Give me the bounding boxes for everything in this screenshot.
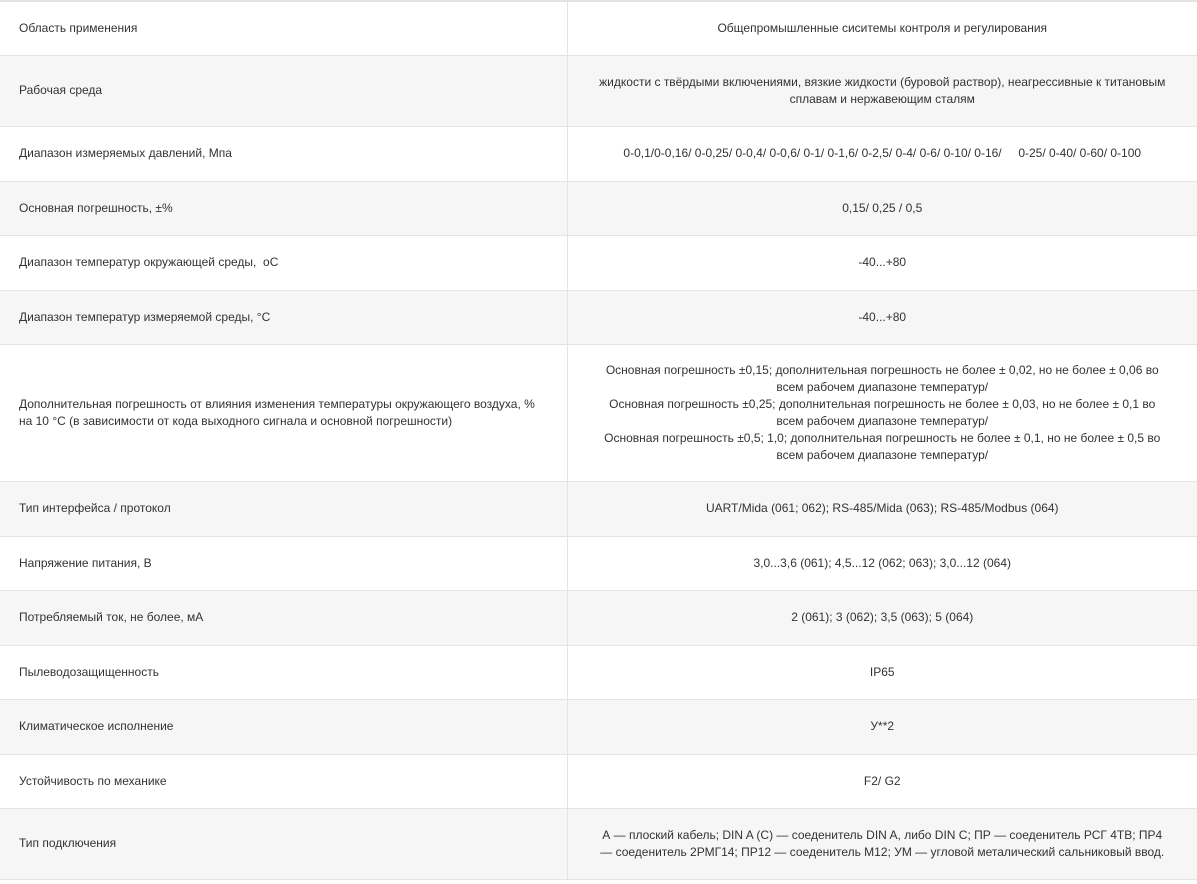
spec-name: Устойчивость по механике (0, 754, 567, 808)
spec-value (567, 235, 1197, 290)
spec-row-application (0, 1, 1197, 55)
spec-value-line: Общепромышленные сиситемы контроля и регулирования (717, 20, 1048, 35)
spec-value-line: 3,0...3,6 (061); 4,5...12 (062; 063); 3,0...12 (064) (753, 555, 1011, 570)
spec-value-line: Основная погрешность ±0,15; дополнительная погрешность не более ± 0,02, но не более ± 0,06 во всем рабочем диапазоне температур/ (605, 362, 1159, 394)
spec-row-pressure-range (0, 126, 1197, 181)
spec-value (567, 808, 1197, 879)
spec-row-mechanical-resistance (0, 754, 1197, 808)
spec-name: Рабочая среда (0, 55, 567, 126)
spec-row-climatic-version (0, 699, 1197, 754)
spec-value (567, 481, 1197, 536)
spec-name: Пылеводозащищенность (0, 645, 567, 699)
spec-value (567, 181, 1197, 235)
spec-value (567, 699, 1197, 754)
spec-name: Основная погрешность, ±% (0, 181, 567, 235)
spec-value (567, 645, 1197, 699)
spec-name: Климатическое исполнение (0, 699, 567, 754)
spec-name: Диапазон измеряемых давлений, Мпа (0, 126, 567, 181)
spec-name: Тип интерфейса / протокол (0, 481, 567, 536)
specifications-body (0, 1, 1197, 879)
spec-value (567, 344, 1197, 481)
spec-row-supply-voltage (0, 536, 1197, 590)
spec-name: Диапазон температур измеряемой среды, °С (0, 290, 567, 344)
spec-value-line: -40...+80 (858, 255, 907, 269)
spec-row-medium-temperature (0, 290, 1197, 344)
spec-row-working-medium (0, 55, 1197, 126)
spec-value-line: 2 (061); 3 (062); 3,5 (063); 5 (064) (791, 610, 974, 624)
spec-row-interface (0, 481, 1197, 536)
spec-value (567, 126, 1197, 181)
spec-name: Область применения (0, 1, 567, 55)
spec-value (567, 590, 1197, 645)
spec-value (567, 1, 1197, 55)
spec-row-ambient-temperature (0, 235, 1197, 290)
spec-value-line: 0,15/ 0,25 / 0,5 (842, 200, 923, 215)
spec-name: Диапазон температур окружающей среды, оС (0, 235, 567, 290)
spec-value-line: UART/Mida (061; 062); RS-485/Mida (063); RS-485/Modbus (064) (705, 501, 1059, 515)
spec-row-ingress-protection (0, 645, 1197, 699)
spec-value-line: У**2 (870, 719, 895, 733)
spec-value (567, 536, 1197, 590)
spec-row-current-consumption (0, 590, 1197, 645)
spec-value (567, 55, 1197, 126)
spec-row-additional-error (0, 344, 1197, 481)
spec-name: Напряжение питания, В (0, 536, 567, 590)
spec-value-line: -40...+80 (858, 309, 907, 324)
spec-value-line: Основная погрешность ±0,5; 1,0; дополнительная погрешность не более ± 0,1, но не более ± 0,5 во всем рабочем диапазоне температур/ (604, 430, 1161, 462)
spec-value-line: IP65 (869, 664, 895, 679)
spec-name: Тип подключения (0, 808, 567, 879)
spec-name: Потребляемый ток, не более, мА (0, 590, 567, 645)
spec-row-connection-type (0, 808, 1197, 879)
spec-row-basic-error (0, 181, 1197, 235)
spec-value-line: А — плоский кабель; DIN A (C) — соеденитель DIN A, либо DIN C; ПР — соеденитель РСГ 4ТВ; ПР4 — соеденитель 2РМГ14; ПР12 — соеденитель М12; УМ — угловой металический сальниковый ввод. (600, 827, 1165, 859)
spec-value-line: F2/ G2 (863, 773, 901, 788)
spec-value (567, 754, 1197, 808)
spec-value-line: Основная погрешность ±0,25; дополнительная погрешность не более ± 0,03, но не более ± 0,1 во всем рабочем диапазоне температур/ (609, 396, 1156, 428)
spec-value-line: 0-0,1/0-0,16/ 0-0,25/ 0-0,4/ 0-0,6/ 0-1/ 0-1,6/ 0-2,5/ 0-4/ 0-6/ 0-10/ 0-16/ 0-25/ 0-40/ 0-60/ 0-100 (623, 146, 1142, 160)
spec-value (567, 290, 1197, 344)
spec-name: Дополнительная погрешность от влияния изменения температуры окружающего воздуха, % на 10 °С (в зависимости от кода выходного сигнала и основной погрешности) (0, 344, 567, 481)
spec-value-line: жидкости с твёрдыми включениями, вязкие жидкости (буровой раствор), неагрессивные к титановым сплавам и нержавеющим сталям (599, 74, 1166, 106)
